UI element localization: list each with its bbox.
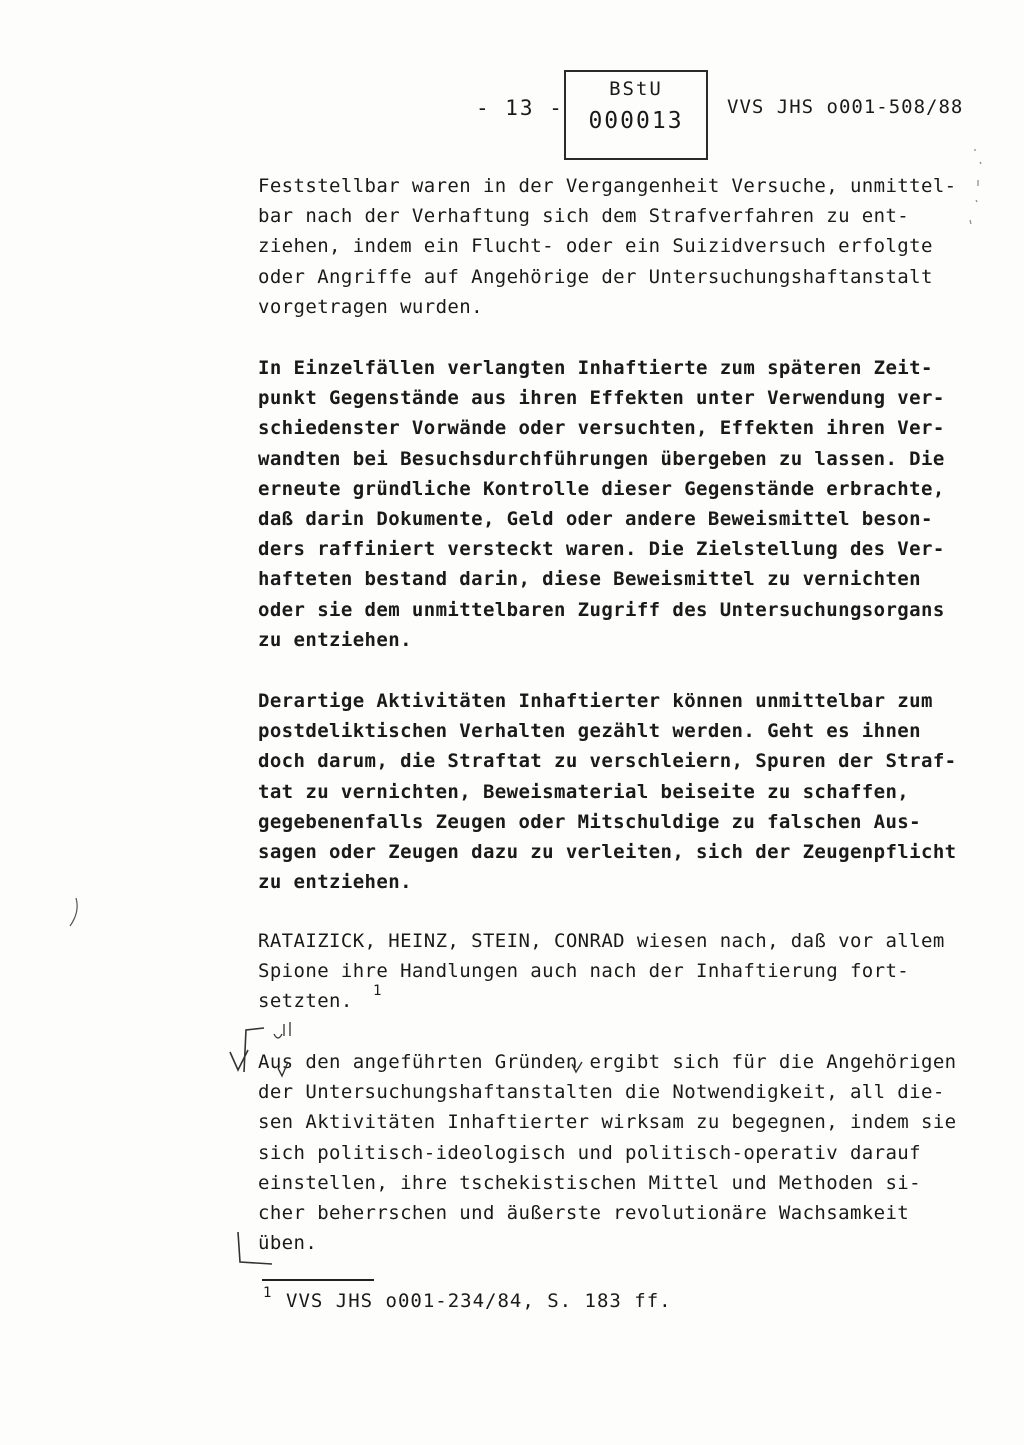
scan-speckle-marks	[940, 140, 990, 250]
text-line: Derartige Aktivitäten Inhaftierter können unmittelbar zum	[258, 690, 933, 712]
text-line: zu entziehen.	[258, 871, 412, 894]
text-line: punkt Gegenstände aus ihren Effekten unter Verwendung ver-	[258, 387, 945, 410]
text-line: In Einzelfällen verlangten Inhaftierte zum späteren Zeit-	[258, 357, 933, 379]
text-line: Spione ihre Handlungen auch nach der Inhaftierung fort-	[258, 960, 910, 983]
paragraph-1	[258, 171, 993, 322]
stamp-title: BStU	[609, 78, 663, 100]
text-line: oder sie dem unmittelbaren Zugriff des Untersuchungsorgans	[258, 598, 945, 621]
stamp-number: 000013	[588, 108, 684, 134]
paragraph-2	[258, 353, 993, 655]
text-line: einstellen, ihre tschekistischen Mittel und Methoden si-	[258, 1171, 921, 1194]
page-number: - 13 -	[476, 96, 564, 120]
text-line: wandten bei Besuchsdurchführungen übergeben zu lassen. Die	[258, 447, 945, 470]
text-line: Aus den angeführten Gründen ergibt sich für die Angehörigen	[258, 1051, 957, 1073]
text-line: postdeliktischen Verhalten gezählt werden. Geht es ihnen	[258, 720, 921, 743]
text-line: hafteten bestand darin, diese Beweismittel zu vernichten	[258, 568, 921, 591]
footnote-rule	[262, 1279, 374, 1281]
text-line: RATAIZICK, HEINZ, STEIN, CONRAD wiesen nach, daß vor allem	[258, 930, 945, 952]
text-line: vorgetragen wurden.	[258, 295, 483, 318]
text-line: bar nach der Verhaftung sich dem Strafverfahren zu ent-	[258, 205, 910, 228]
paragraph-5	[258, 1047, 993, 1258]
text-line: oder Angriffe auf Angehörige der Untersuchungshaftanstalt	[258, 265, 933, 288]
archive-stamp	[564, 70, 708, 160]
text-line: sich politisch-ideologisch und politisch-operativ darauf	[258, 1141, 921, 1164]
text-line: sagen oder Zeugen dazu zu verleiten, sich der Zeugenpflicht	[258, 840, 957, 863]
footnote-reference: 1	[373, 983, 382, 999]
paragraph-4	[258, 926, 993, 1017]
text-line: gegebenenfalls Zeugen oder Mitschuldige zu falschen Aus-	[258, 810, 921, 833]
text-line: sen Aktivitäten Inhaftierter wirksam zu begegnen, indem sie	[258, 1111, 957, 1134]
handwritten-bracket-mark	[226, 1022, 296, 1082]
handwritten-caret-mark	[570, 1060, 586, 1076]
text-line: setzten.	[258, 990, 353, 1013]
text-line: ders raffiniert versteckt waren. Die Zielstellung des Ver-	[258, 538, 945, 561]
text-line: daß darin Dokumente, Geld oder andere Beweismittel beson-	[258, 507, 933, 530]
document-reference: VVS JHS o001-508/88	[727, 96, 964, 118]
text-line: üben.	[258, 1232, 318, 1255]
text-line: tat zu vernichten, Beweismaterial beiseite zu schaffen,	[258, 780, 910, 803]
text-line: ziehen, indem ein Flucht- oder ein Suizidversuch erfolgte	[258, 235, 933, 258]
handwritten-bracket-mark	[228, 1228, 278, 1270]
footnote-text: VVS JHS o001-234/84, S. 183 ff.	[286, 1290, 672, 1312]
text-line: der Untersuchungshaftanstalten die Notwendigkeit, all die-	[258, 1081, 945, 1104]
text-line: cher beherrschen und äußerste revolutionäre Wachsamkeit	[258, 1201, 910, 1224]
text-line: Feststellbar waren in der Vergangenheit Versuche, unmittel-	[258, 175, 957, 197]
margin-mark	[62, 896, 86, 930]
text-line: doch darum, die Straftat zu verschleiern, Spuren der Straf-	[258, 750, 957, 773]
text-line: schiedenster Vorwände oder versuchten, Effekten ihren Ver-	[258, 417, 945, 440]
paragraph-3	[258, 686, 993, 897]
footnote-mark: 1	[263, 1285, 272, 1301]
text-line: erneute gründliche Kontrolle dieser Gegenstände erbrachte,	[258, 477, 945, 500]
text-line: zu entziehen.	[258, 628, 412, 651]
